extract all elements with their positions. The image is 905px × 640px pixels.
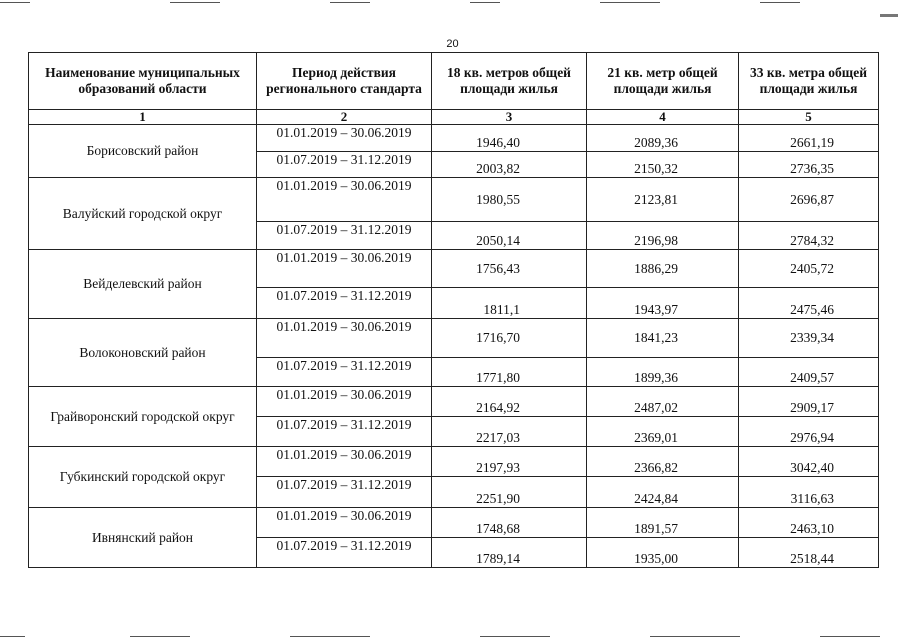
table-row	[29, 387, 879, 417]
period-cell: 01.01.2019 – 30.06.2019	[257, 125, 432, 152]
column-number: 4	[587, 110, 739, 125]
municipality-name: Вейделевский район	[29, 250, 257, 319]
value-33-sqm: 2661,19	[739, 125, 879, 152]
period-cell: 01.07.2019 – 31.12.2019	[257, 477, 432, 508]
standards-table	[28, 52, 879, 568]
period-cell: 01.01.2019 – 30.06.2019	[257, 319, 432, 358]
value-33-sqm: 2736,35	[739, 152, 879, 178]
value-18-sqm: 1771,80	[432, 358, 587, 387]
period-cell: 01.07.2019 – 31.12.2019	[257, 288, 432, 319]
municipality-name: Борисовский район	[29, 125, 257, 178]
scan-artifact-top-4	[470, 2, 500, 3]
header-period: Период действия регионального стандарта	[257, 53, 432, 110]
value-21-sqm: 1891,57	[587, 508, 739, 538]
table-row	[29, 319, 879, 358]
value-33-sqm: 2784,32	[739, 222, 879, 250]
value-33-sqm: 2475,46	[739, 288, 879, 319]
scan-artifact-bottom-4	[480, 636, 550, 637]
value-18-sqm: 1980,55	[432, 178, 587, 222]
period-cell: 01.07.2019 – 31.12.2019	[257, 538, 432, 568]
value-21-sqm: 2366,82	[587, 447, 739, 477]
table-row	[29, 508, 879, 538]
period-cell: 01.07.2019 – 31.12.2019	[257, 222, 432, 250]
value-18-sqm: 2003,82	[432, 152, 587, 178]
scan-artifact-top-5	[600, 2, 660, 3]
value-21-sqm: 2196,98	[587, 222, 739, 250]
table-row	[29, 178, 879, 222]
period-cell: 01.01.2019 – 30.06.2019	[257, 508, 432, 538]
value-18-sqm: 1789,14	[432, 538, 587, 568]
municipality-name: Волоконовский район	[29, 319, 257, 387]
value-21-sqm: 1935,00	[587, 538, 739, 568]
period-cell: 01.01.2019 – 30.06.2019	[257, 387, 432, 417]
value-33-sqm: 3042,40	[739, 447, 879, 477]
value-33-sqm: 2909,17	[739, 387, 879, 417]
header-row	[29, 53, 879, 110]
value-21-sqm: 1899,36	[587, 358, 739, 387]
value-21-sqm: 2089,36	[587, 125, 739, 152]
value-33-sqm: 2976,94	[739, 417, 879, 447]
scan-artifact-top-2	[170, 2, 220, 3]
period-cell: 01.07.2019 – 31.12.2019	[257, 358, 432, 387]
table-row	[29, 447, 879, 477]
value-18-sqm: 2164,92	[432, 387, 587, 417]
value-21-sqm: 2150,32	[587, 152, 739, 178]
value-18-sqm: 2050,14	[432, 222, 587, 250]
value-21-sqm: 2487,02	[587, 387, 739, 417]
municipality-name: Ивнянский район	[29, 508, 257, 568]
table-row	[29, 125, 879, 152]
page-number: 20	[446, 38, 459, 50]
scan-artifact-bottom-6	[820, 636, 880, 637]
period-cell: 01.01.2019 – 30.06.2019	[257, 250, 432, 288]
value-21-sqm: 1943,97	[587, 288, 739, 319]
header-18-sqm: 18 кв. метров общей площади жилья	[432, 53, 587, 110]
period-cell: 01.07.2019 – 31.12.2019	[257, 152, 432, 178]
value-33-sqm: 3116,63	[739, 477, 879, 508]
municipality-name: Грайворонский городской округ	[29, 387, 257, 447]
scan-artifact-top-6	[760, 2, 800, 3]
header-municipality: Наименование муниципальных образований области	[29, 53, 257, 110]
header-33-sqm: 33 кв. метра общей площади жилья	[739, 53, 879, 110]
value-33-sqm: 2409,57	[739, 358, 879, 387]
value-21-sqm: 2424,84	[587, 477, 739, 508]
value-33-sqm: 2405,72	[739, 250, 879, 288]
column-numbers-row	[29, 110, 879, 125]
column-number: 3	[432, 110, 587, 125]
scan-artifact-bottom-5	[650, 636, 740, 637]
column-number: 1	[29, 110, 257, 125]
value-18-sqm: 1748,68	[432, 508, 587, 538]
municipality-name: Губкинский городской округ	[29, 447, 257, 508]
value-21-sqm: 1886,29	[587, 250, 739, 288]
value-18-sqm: 1756,43	[432, 250, 587, 288]
value-21-sqm: 1841,23	[587, 319, 739, 358]
column-number: 5	[739, 110, 879, 125]
value-33-sqm: 2463,10	[739, 508, 879, 538]
scan-artifact-top-1	[0, 2, 30, 3]
header-21-sqm: 21 кв. метр общей площади жилья	[587, 53, 739, 110]
value-33-sqm: 2339,34	[739, 319, 879, 358]
column-number: 2	[257, 110, 432, 125]
table-row	[29, 250, 879, 288]
value-21-sqm: 2123,81	[587, 178, 739, 222]
value-18-sqm: 1946,40	[432, 125, 587, 152]
scan-artifact-bottom-1	[0, 636, 25, 637]
value-18-sqm: 1716,70	[432, 319, 587, 358]
value-21-sqm: 2369,01	[587, 417, 739, 447]
value-18-sqm: 2197,93	[432, 447, 587, 477]
scan-artifact-bottom-3	[290, 636, 370, 637]
value-33-sqm: 2696,87	[739, 178, 879, 222]
municipality-name: Валуйский городской округ	[29, 178, 257, 250]
period-cell: 01.01.2019 – 30.06.2019	[257, 178, 432, 222]
period-cell: 01.07.2019 – 31.12.2019	[257, 417, 432, 447]
value-18-sqm: 1811,1	[432, 288, 587, 319]
scan-artifact-top-7	[880, 14, 898, 17]
value-33-sqm: 2518,44	[739, 538, 879, 568]
value-18-sqm: 2217,03	[432, 417, 587, 447]
scan-artifact-bottom-2	[130, 636, 190, 637]
value-18-sqm: 2251,90	[432, 477, 587, 508]
period-cell: 01.01.2019 – 30.06.2019	[257, 447, 432, 477]
scan-artifact-top-3	[330, 2, 370, 3]
